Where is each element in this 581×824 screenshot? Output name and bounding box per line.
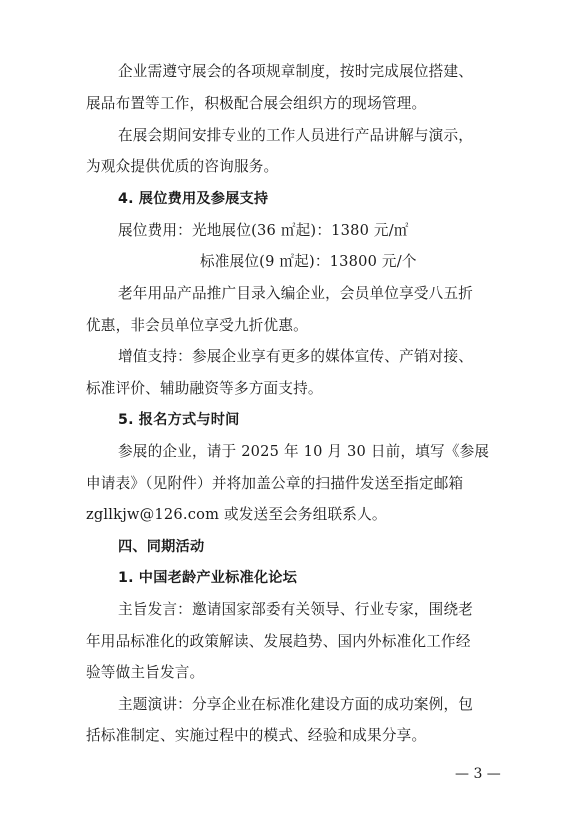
paragraph-line: 标准展位(9 ㎡起)：13800 元/个 [200,253,417,270]
paragraph-line: 优惠，非会员单位享受九折优惠。 [86,317,308,334]
paragraph-line: 为观众提供优质的咨询服务。 [86,158,279,175]
paragraph-line: 展品布置等工作，积极配合展会组织方的现场管理。 [86,95,427,112]
paragraph-line: 验等做主旨发言。 [86,664,205,681]
paragraph-line: 参展的企业，请于 2025 年 10 月 30 日前，填写《参展 [118,443,490,460]
paragraph-line: 标准评价、辅助融资等多方面支持。 [86,380,323,397]
paragraph-line: 增值支持：参展企业享有更多的媒体宣传、产销对接、 [118,348,474,365]
section-heading: 四、同期活动 [118,539,205,555]
paragraph-line: 展位费用：光地展位(36 ㎡起)：1380 元/㎡ [118,222,409,239]
paragraph-line: 年用品标准化的政策解读、发展趋势、国内外标准化工作经 [86,633,471,650]
paragraph-line: 申请表》（见附件）并将加盖公章的扫描件发送至指定邮箱 [86,475,464,492]
section-heading: 1. 中国老龄产业标准化论坛 [118,570,298,586]
page-number: — 3 — [455,766,501,782]
paragraph-line: zgllkjw@126.com 或发送至会务组联系人。 [86,506,387,523]
paragraph-line: 企业需遵守展会的各项规章制度，按时完成展位搭建、 [118,63,474,80]
section-heading: 5. 报名方式与时间 [118,412,240,428]
paragraph-line: 括标准制定、实施过程中的模式、经验和成果分享。 [86,727,427,744]
paragraph-line: 主旨发言：邀请国家部委有关领导、行业专家，围绕老 [118,601,474,618]
paragraph-line: 老年用品产品推广目录入编企业，会员单位享受八五折 [118,285,474,302]
paragraph-line: 在展会期间安排专业的工作人员进行产品讲解与演示， [118,127,474,144]
section-heading: 4. 展位费用及参展支持 [118,191,269,207]
paragraph-line: 主题演讲：分享企业在标准化建设方面的成功案例，包 [118,696,474,713]
